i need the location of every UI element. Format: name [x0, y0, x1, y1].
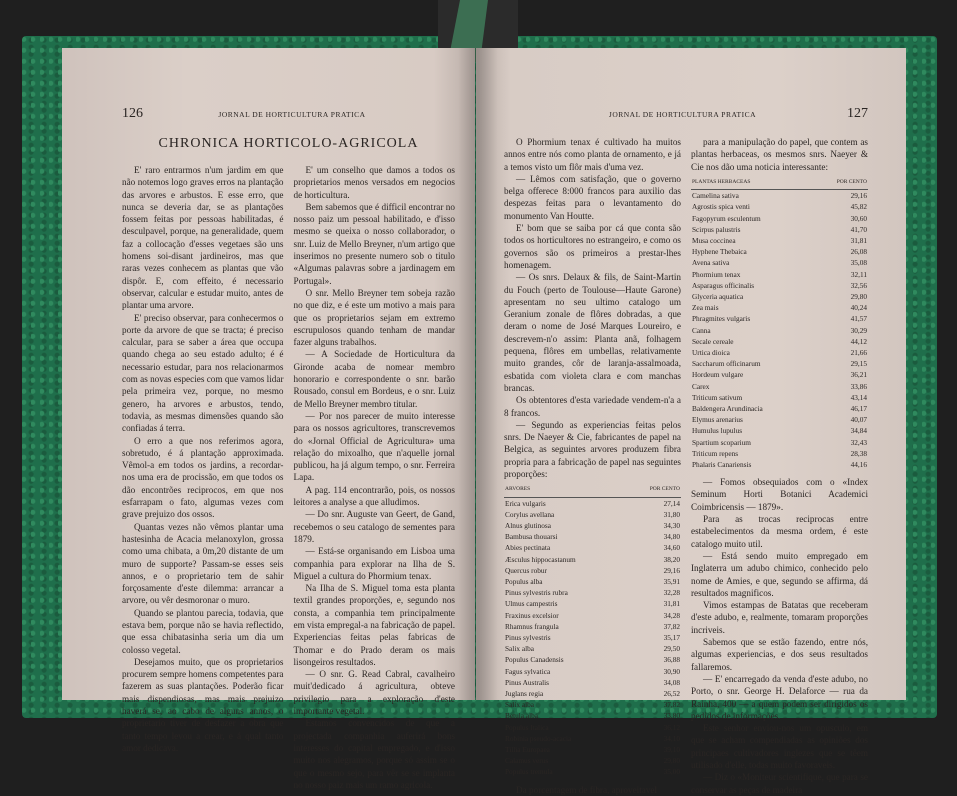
paragraph: Este senhor enviou-nos um opusculo, em que se acham compendiadas as opiniões dos principaes cultivadores inglezes que se têem utilisado d'elle, todas muito favoraveis.	[691, 723, 868, 770]
right-running-head	[504, 106, 868, 122]
paragraph: E' preciso observar, para conhecermos o porte da arvore de que se tracta; é preciso calcular, para se saber a área que occupa quando chega ao seu estado adulto; é é necessario estudar, para nos relacionarmos com as novas especies com que vamos lidar pela primeira vez, porque, no mesmo genero, ha arvores e arbustos, tendo, todavia, as mesmas dimensões quando são confiadas á terra.	[122, 312, 284, 434]
table-row	[691, 313, 868, 324]
left-column-2	[294, 164, 456, 791]
table-row	[691, 437, 868, 448]
table-row	[691, 325, 868, 336]
fiber-percent: 36,21	[850, 370, 867, 380]
fiber-percent: 32,28	[663, 588, 680, 598]
species-name: Populus Canadensis	[505, 655, 564, 665]
right-journal-title: JORNAL DE HORTICULTURA PRATICA	[608, 110, 757, 119]
table-row	[691, 358, 868, 369]
paragraph: E' raro entrarmos n'um jardim em que não notemos logo graves erros na plantação das arvores e arbustos. E esse erro, que nunca se deveria dar, se as plantações fossem feitas por pessoas habilitadas, é desculpavel, porque, na generalidade, quem faz a collocação d'esses vegetaes são uns homens soi-disant jardineiros, mas que raras vezes conhecem as plantas que vão dispôr. E, com effeito, é necessario observar, calcular e estudar muito, antes de plantar uma arvore.	[122, 165, 284, 311]
species-name: Populus Italica	[505, 722, 549, 732]
species-name: Phragmites vulgaris	[692, 314, 751, 324]
paragraph: Quantas vezes não vêmos plantar uma hastesinha de Acacia melanoxylon, grossa como uma chibata, a 0m,20 distante de um muro de supporte? Passam-se esses seis annos, e o proprietario tem de sahir forçosamente d'este dilemma: arrancar a arvore, ou vêr desmoronar o muro.	[122, 521, 284, 606]
species-name: Pinus sylvestris rubra	[505, 588, 568, 598]
fiber-percent: 29,16	[850, 191, 867, 201]
fiber-percent: 34,10	[663, 733, 680, 743]
species-name: Fagopyrum esculentum	[692, 213, 761, 223]
fiber-percent: 31,81	[663, 599, 680, 609]
species-name: Rhamnus frangula	[505, 621, 559, 631]
table-row	[691, 201, 868, 212]
species-name: Baldengera Arundinacia	[692, 403, 763, 413]
table-row	[691, 459, 868, 470]
table-row	[504, 520, 681, 531]
herbaceous-fiber-table	[691, 177, 868, 470]
species-name: Phormium tenax	[692, 269, 741, 279]
table-row	[504, 688, 681, 699]
fiber-percent: 40,24	[850, 303, 867, 313]
species-name: Zea mais	[692, 303, 719, 313]
paragraph: — Lêmos com satisfação, que o governo belga offerece 8:000 francos para auxilio das despezas feitas para o levantamento do monumento Van Houtte.	[504, 173, 681, 221]
species-name: Hordeum vulgare	[692, 370, 744, 380]
table-row	[691, 280, 868, 291]
table-row	[504, 654, 681, 665]
table-row	[504, 677, 681, 688]
fiber-percent: 27,14	[663, 498, 680, 508]
fiber-percent: 44,16	[850, 459, 867, 469]
fiber-percent: 29,80	[663, 756, 680, 766]
table-row	[691, 414, 868, 425]
left-running-head	[122, 106, 455, 122]
species-name: Tillia Europaea	[505, 744, 550, 754]
paragraph: Desejamos muito, que os proprietarios procurem sempre homens competentes para fazerem as suas plantações. Poderão ficar mais dispendiosas, mas mais prejuizo haverá se, ao cabo de alguns annos, o proprietario tiver de desfazer a obra que tanto tempo levou a crear, e á qual tanto amor dedicava.	[122, 656, 284, 753]
species-name: Quercus robur	[505, 565, 547, 575]
paragraph: E' bom que se saiba por cá que conta são todos os horticultores no estrangeiro, e como os governos são os primeiros a prestar-lhes homenagem.	[504, 223, 681, 270]
species-name: Humulus lupulus	[692, 426, 743, 436]
fiber-percent: 41,70	[850, 224, 867, 234]
table-row	[691, 336, 868, 347]
table-row	[504, 587, 681, 598]
paragraph: — A Sociedade de Horticultura da Gironde acaba de nomear membro honorario e correspondente o snr. barão Rousado, consul em Bordeus, e o snr. Luiz de Mello Breyner membro titular.	[293, 349, 455, 409]
species-name: Elymus arenarius	[692, 415, 743, 425]
fiber-percent: 43,14	[850, 392, 867, 402]
table-row	[691, 347, 868, 358]
table-header-value: POR CENTO	[814, 177, 868, 190]
species-name: Fraxinus excelsior	[505, 610, 559, 620]
table-row	[691, 302, 868, 313]
table-row	[691, 392, 868, 403]
species-name: Alnus glutinosa	[505, 520, 552, 530]
table-row	[691, 381, 868, 392]
paragraph: — E' encarregado da venda d'este adubo, no Porto, o snr. George H. Delaforce — rua da Rainha, 400 — a quem podem ser dirigidos os pedidos de informações.	[691, 673, 868, 721]
right-column-2	[691, 136, 868, 796]
fiber-percent: 30,29	[850, 325, 867, 335]
species-name: Populus tremula	[505, 767, 553, 777]
species-name: Corylus avellana	[505, 509, 555, 519]
species-name: Æsculus hippocastanum	[505, 554, 576, 564]
fiber-percent: 33,86	[850, 381, 867, 391]
species-name: Triticum repens	[692, 448, 739, 458]
paragraph: — Fomos obsequiados com o «Index Seminum Horti Botanici Academici Coimbricensis — 1879».	[691, 477, 868, 512]
fiber-percent: 40,07	[850, 415, 867, 425]
table-row	[504, 531, 681, 542]
table-row	[504, 497, 681, 509]
paragraph: — Os snrs. Delaux & fils, de Saint-Martin du Fouch (perto de Toulouse—Haute Garone) apresentam no seu ultimo catalogo um Geranium zonale de flôres dobradas, a que deram o nome de José Marques Loureiro, e descrevem-n'o assim: Planta anã, folhagem pequena, flôres em umbellas, relativamente muito grandes, côr de laranja-assalmoada, esbatida com violeta clara e com manchas brancas.	[504, 272, 681, 393]
fiber-percent: 45,82	[850, 202, 867, 212]
fiber-percent: 34,84	[850, 426, 867, 436]
table-row	[691, 246, 868, 257]
species-name: Carex	[692, 381, 710, 391]
species-name: Hyphene Thebaica	[692, 247, 747, 257]
right-page	[476, 48, 906, 795]
table-row	[504, 733, 681, 744]
table-row	[504, 699, 681, 710]
left-journal-title: JORNAL DE HORTICULTURA PRATICA	[218, 110, 366, 119]
paragraph: — Do snr. Auguste van Geert, de Gand, recebemos o seu catalogo de sementes para 1879.	[293, 509, 455, 544]
table-row	[504, 598, 681, 609]
species-name: Pinus sylvestris	[505, 632, 551, 642]
fiber-percent: 34,80	[663, 532, 680, 542]
fiber-percent: 29,15	[850, 359, 867, 369]
table-row	[504, 766, 681, 777]
left-page	[62, 48, 475, 790]
gutter-shadow	[458, 48, 498, 700]
table-row	[504, 722, 681, 733]
species-name: Salix alba	[505, 700, 534, 710]
fiber-percent: 39,10	[663, 744, 680, 754]
table-row	[691, 403, 868, 414]
table-header-name: ARVORES	[504, 484, 627, 497]
paragraph: A pag. 114 encontrarão, pois, os nossos leitores a analyse a que alludimos.	[293, 484, 455, 508]
table-row	[691, 190, 868, 202]
fiber-percent: 26,52	[663, 688, 680, 698]
paragraph: para a manipulação do papel, que contem as plantas herbaceas, os mesmos snrs. Naeyer & Cie nos dão uma noticia interessante:	[691, 137, 868, 172]
fiber-percent: 31,81	[850, 235, 867, 245]
paragraph: — Está-se organisando em Lisboa uma companhia para explorar na Ilha de S. Miguel a cultura do Phormium tenax.	[293, 546, 455, 581]
table-row	[691, 269, 868, 280]
fiber-percent: 35,00	[663, 767, 680, 777]
table-row	[504, 509, 681, 520]
fiber-percent: 36,12	[663, 722, 680, 732]
paragraph: Os obtentores d'esta variedade vendem-n'a a 8 francos.	[504, 395, 681, 418]
table-row	[504, 710, 681, 721]
species-name: Canna	[692, 325, 711, 335]
species-name: Fagus sylvatica	[505, 666, 551, 676]
paragraph: — Por nos parecer de muito interesse para os nossos agricultores, transcrevemos do «Jornal Official de Agricultura» uma relação do mixoalho, que n'aquelle jornal publicou, ha já algum tempo, o snr. Ferreira Lapa.	[293, 410, 455, 483]
fiber-percent: 30,90	[663, 666, 680, 676]
fiber-percent: 21,66	[850, 347, 867, 357]
table-row	[504, 643, 681, 654]
fiber-percent: 32,56	[850, 280, 867, 290]
paragraph: Para as trocas reciprocas entre estabelecimentos da mesma ordem, é este catalogo muito util.	[691, 514, 868, 549]
fiber-percent: 37,82	[663, 700, 680, 710]
table-row	[504, 621, 681, 632]
species-name: Erica vulgaris	[505, 498, 546, 508]
paragraph: — O snr. G. Read Cabral, cavalheiro muit'dedicado á agricultura, obteve privilegio para a exploração d'este importante vegetal.	[293, 669, 455, 717]
fiber-percent: 34,30	[663, 520, 680, 530]
table-row	[691, 213, 868, 224]
fiber-percent: 34,08	[663, 677, 680, 687]
species-name: Pinus Australis	[505, 677, 549, 687]
species-name: Calamus verus	[505, 756, 549, 766]
species-name: Betula alba	[505, 711, 539, 721]
table-row	[504, 755, 681, 766]
paragraph: Bem sabemos que é difficil encontrar no nosso paiz um pessoal habilitado, e d'isso mesmo se queixa o nosso collaborador, o snr. Luiz de Mello Breyner, n'um artigo que inserimos no presente numero sob o titulo «Algumas palavras sobre a jardinagem em Portugal».	[293, 201, 455, 286]
species-name: Triticum sativum	[692, 392, 743, 402]
table-row	[691, 224, 868, 235]
fiber-percent: 28,38	[850, 448, 867, 458]
fiber-percent: 29,80	[850, 291, 867, 301]
paragraph: Sabemos que se estão fazendo, entre nós, algumas experiencias, e dos seus resultados fallaremos.	[691, 637, 868, 672]
fiber-percent: 38,20	[663, 554, 680, 564]
fiber-percent: 32,43	[850, 437, 867, 447]
table-row	[691, 369, 868, 380]
table-row	[691, 425, 868, 436]
species-name: Spartium scoparium	[692, 437, 751, 447]
table-row	[504, 565, 681, 576]
left-page-number: 126	[122, 106, 143, 121]
paragraph: O erro a que nos referimos agora, sobretudo, é á plantação approximada. Vêmol-a em todos os jardins, a recordar-nos uma era de procissão, em que todos os dão encontrões reciprocos, em que nos esfarrapam o fato, algumas vezes com grave prejuizo dos ossos.	[122, 435, 284, 520]
paragraph: O snr. Mello Breyner tem sobeja razão no que diz, e é este um motivo a mais para que os proprietarios sejam em extremo escrupulosos quando tenham de mandar fazer alguns trabalhos.	[293, 287, 455, 348]
paragraph: Da porcentagem de fibra, aproveitavel	[516, 784, 658, 795]
species-name: Asparagus officinalis	[692, 280, 755, 290]
species-name: Bambusa thouarsi	[505, 532, 558, 542]
species-name: Robinia pseudo-acacia	[505, 733, 572, 743]
fiber-percent: 37,82	[663, 621, 680, 631]
table-header-name: PLANTAS HERBACEAS	[691, 177, 814, 190]
fiber-percent: 36,88	[663, 655, 680, 665]
table-row	[504, 542, 681, 553]
table-row	[504, 666, 681, 677]
table-row	[504, 576, 681, 587]
species-name: Scirpus palustris	[692, 224, 741, 234]
right-page-number: 127	[846, 106, 868, 121]
paragraph: Na Ilha de S. Miguel toma esta planta textil grandes proporções, e, segundo nos consta, a companhia tem principalmente em vista empregal-a na fabricação de papel. Experiencias feitas pelas fabricas de Thomar e do Prado deram os mais lisongeiros resultados.	[293, 583, 455, 667]
table-row	[691, 291, 868, 302]
fiber-percent: 30,60	[850, 213, 867, 223]
table-row	[504, 744, 681, 755]
species-name: Secale cereale	[692, 336, 734, 346]
fiber-percent: 29,16	[663, 565, 680, 575]
fiber-percent: 46,17	[850, 403, 867, 413]
section-title: CHRONICA HORTICOLO-AGRICOLA	[158, 136, 419, 151]
paragraph: Estamos convencidos de que a projectada companhia auferirá bons interesses do capital empregado, e d'isso muito nos alegramos, porque só assim se o que o mesmo sejo, para vêr se se implanta no nosso paiz mais um ramo agricola.	[293, 718, 455, 790]
fiber-percent: 33,80	[663, 711, 680, 721]
right-column-1	[504, 136, 681, 796]
species-name: Juglans regia	[505, 688, 544, 698]
paragraph: E' um conselho que damos a todos os proprietarios menos versados em negocios de horticultura.	[293, 165, 455, 200]
table-row	[504, 632, 681, 643]
fiber-percent: 29,50	[663, 644, 680, 654]
fiber-percent: 35,91	[663, 576, 680, 586]
paragraph: Vimos estampas de Batatas que receberam d'este adubo, e, realmente, tomaram proporções incriveis.	[691, 600, 868, 635]
species-name: Phalaris Canariensis	[692, 459, 752, 469]
fiber-percent: 35,17	[663, 632, 680, 642]
fiber-percent: 31,80	[663, 509, 680, 519]
species-name: Abies pectinata	[505, 543, 551, 553]
species-name: Glyceria aquatica	[692, 291, 744, 301]
trees-fiber-table	[504, 484, 681, 777]
fiber-percent: 34,28	[663, 610, 680, 620]
paragraph: — Segundo as experiencias feitas pelos snrs. De Naeyer & Cie, fabricantes de papel na Belgica, as seguintes arvores produzem fibra propria para a fabricação de papel nas seguintes proporções:	[504, 419, 681, 480]
species-name: Musa coccinea	[692, 235, 736, 245]
species-name: Camelina sativa	[692, 191, 739, 201]
table-row	[691, 257, 868, 268]
fiber-percent: 35,08	[850, 258, 867, 268]
fiber-percent: 41,57	[850, 314, 867, 324]
paragraph: O Phormium tenax é cultivado ha muitos annos entre nós como planta de ornamento, e já a temos visto um flôr mais d'uma vez.	[504, 137, 681, 172]
table-row	[504, 610, 681, 621]
species-name: Avena sativa	[692, 258, 730, 268]
species-name: Populus alba	[505, 576, 543, 586]
paragraph: — Diz o «Moniteur scientifique, que para se conservar as peças de madeira	[691, 772, 868, 795]
fiber-percent: 32,11	[850, 269, 867, 279]
paragraph: — Está sendo muito empregado em Inglaterra um adubo chimico, conhecido pelo nome de Amies, e que, segundo se affirma, dá resultados magnificos.	[691, 550, 868, 598]
species-name: Saccharum officinarum	[692, 359, 761, 369]
species-name: Urtica dioica	[692, 347, 730, 357]
fiber-percent: 44,12	[850, 336, 867, 346]
species-name: Salix alba	[505, 644, 534, 654]
table-row	[691, 235, 868, 246]
table-row	[691, 448, 868, 459]
fiber-percent: 26,08	[850, 247, 867, 257]
left-column-1	[122, 164, 284, 791]
table-header-value: POR CENTO	[627, 484, 681, 497]
species-name: Ulmus campestris	[505, 599, 558, 609]
paragraph: Quando se plantou parecia, todavia, que estava bem, porque não se havia reflectido, que essa chibatasinha seria um dia um colosso vegetal.	[122, 607, 284, 655]
fiber-percent: 34,60	[663, 543, 680, 553]
species-name: Agrostis spica venti	[692, 202, 750, 212]
table-row	[504, 554, 681, 565]
